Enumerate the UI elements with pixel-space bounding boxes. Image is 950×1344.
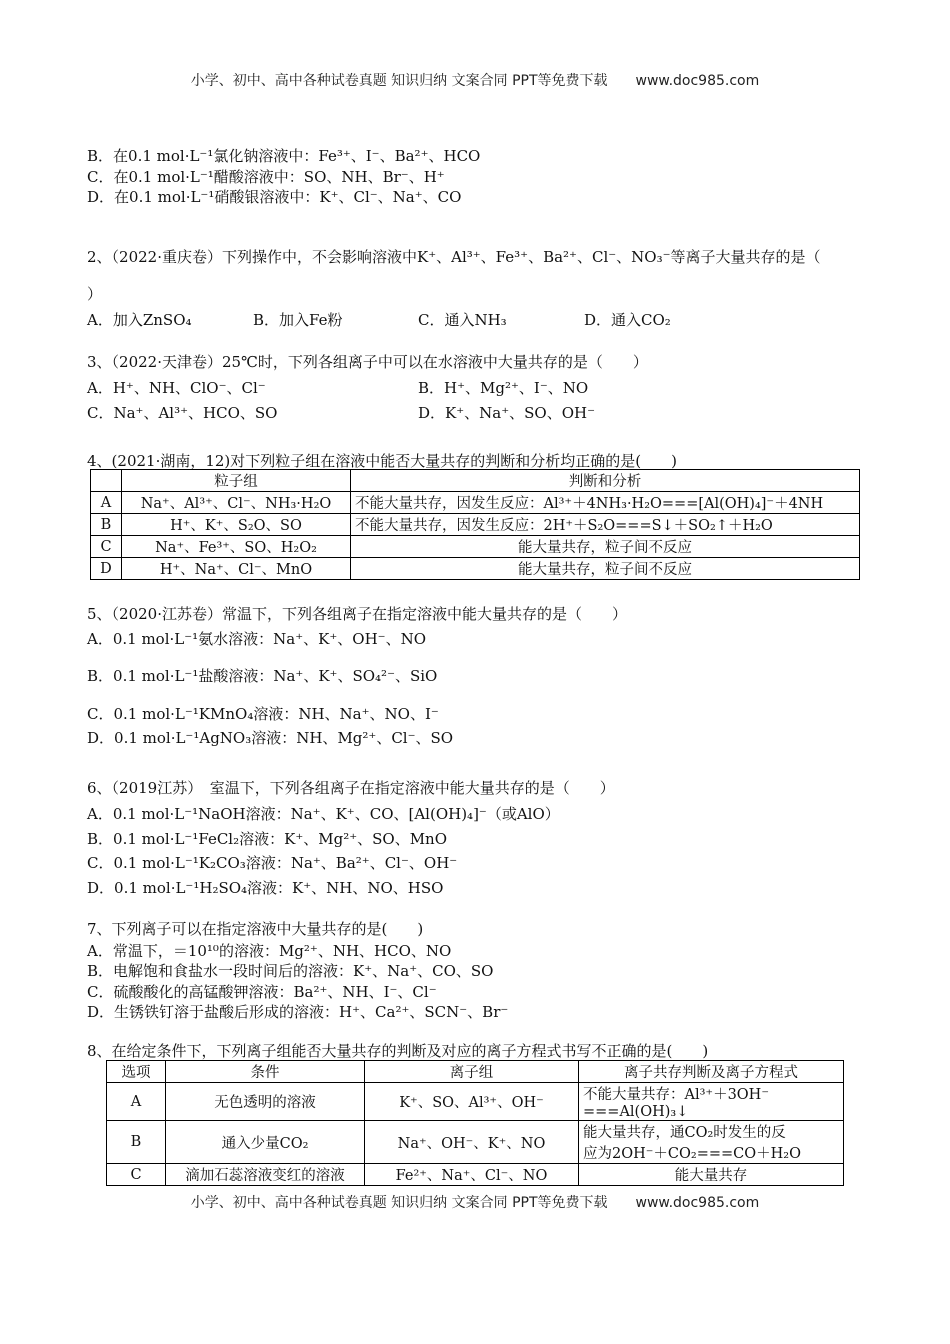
q7-option-c: C．硫酸酸化的高锰酸钾溶液：Ba²⁺、NH、I⁻、Cl⁻: [87, 983, 437, 1001]
q3-option-d: D．K⁺、Na⁺、SO、OH⁻: [418, 404, 596, 422]
page-footer: 小学、初中、高中各种试卷真题 知识归纳 文案合同 PPT等免费下载 www.doc985.com: [190, 1195, 760, 1211]
q3-option-a: A．H⁺、NH、ClO⁻、Cl⁻: [87, 379, 266, 397]
q7-stem: 7、下列离子可以在指定溶液中大量共存的是( ): [87, 920, 424, 938]
q4-table: [90, 469, 860, 580]
q4-cell: 不能大量共存，因发生反应：2H⁺＋S₂O===S↓＋SO₂↑＋H₂O: [351, 514, 860, 536]
q8-header-cell: 选项: [107, 1061, 166, 1083]
q8-cell: [579, 1121, 844, 1164]
q8-cell: A: [107, 1083, 166, 1121]
q1-option-c: C．在0.1 mol·L⁻¹醋酸溶液中：SO、NH、Br⁻、H⁺: [87, 168, 445, 186]
q8-cell: [579, 1083, 844, 1121]
q8-cell: 通入少量CO₂: [166, 1121, 365, 1164]
q4-cell: Na⁺、Al³⁺、Cl⁻、NH₃·H₂O: [122, 492, 351, 514]
q7-option-d: D．生锈铁钉溶于盐酸后形成的溶液：H⁺、Ca²⁺、SCN⁻、Br⁻: [87, 1003, 509, 1021]
q4-header-cell: 判断和分析: [351, 470, 860, 492]
q4-stem: 4、(2021·湖南，12)对下列粒子组在溶液中能否大量共存的判断和分析均正确的是( ): [87, 452, 677, 470]
q8-table: [106, 1060, 844, 1186]
q2-close: ）: [87, 285, 103, 303]
q5-option-a: A．0.1 mol·L⁻¹氨水溶液：Na⁺、K⁺、OH⁻、NO: [87, 630, 426, 648]
q8-cell: C: [107, 1164, 166, 1186]
q1-option-b: B．在0.1 mol·L⁻¹氯化钠溶液中：Fe³⁺、I⁻、Ba²⁺、HCO: [87, 147, 481, 165]
q8-cell: K⁺、SO、Al³⁺、OH⁻: [365, 1083, 579, 1121]
q6-stem: 6、（2019江苏） 室温下，下列各组离子在指定溶液中能大量共存的是（ ）: [87, 779, 615, 797]
q2-option-d: D．通入CO₂: [584, 311, 671, 329]
q4-cell: H⁺、K⁺、S₂O、SO: [122, 514, 351, 536]
q2-option-c: C．通入NH₃: [418, 311, 507, 329]
q4-cell: A: [91, 492, 122, 514]
q8-cell-line: 不能大量共存：Al³⁺＋3OH⁻: [583, 1087, 769, 1103]
q8-cell: Na⁺、OH⁻、K⁺、NO: [365, 1121, 579, 1164]
q3-stem: 3、（2022·天津卷）25℃时，下列各组离子中可以在水溶液中大量共存的是（ ）: [87, 353, 648, 371]
q6-option-a: A．0.1 mol·L⁻¹NaOH溶液：Na⁺、K⁺、CO、[Al(OH)₄]⁻（或AlO）: [87, 805, 560, 823]
q7-option-b: B．电解饱和食盐水一段时间后的溶液：K⁺、Na⁺、CO、SO: [87, 962, 494, 980]
q4-header-cell: [91, 470, 122, 492]
q5-stem: 5、（2020·江苏卷）常温下，下列各组离子在指定溶液中能大量共存的是（ ）: [87, 605, 627, 623]
q2-option-a: A．加入ZnSO₄: [87, 311, 192, 329]
q4-cell: 能大量共存，粒子间不反应: [351, 558, 860, 580]
q4-cell: 不能大量共存，因发生反应：Al³⁺＋4NH₃·H₂O===[Al(OH)₄]⁻＋4NH: [351, 492, 860, 514]
q7-option-a: A．常温下，＝10¹⁰的溶液：Mg²⁺、NH、HCO、NO: [87, 942, 452, 960]
q4-cell: C: [91, 536, 122, 558]
q4-header-cell: 粒子组: [122, 470, 351, 492]
q8-cell: 滴加石蕊溶液变红的溶液: [166, 1164, 365, 1186]
q6-option-c: C．0.1 mol·L⁻¹K₂CO₃溶液：Na⁺、Ba²⁺、Cl⁻、OH⁻: [87, 854, 458, 872]
q8-stem: 8、在给定条件下，下列离子组能否大量共存的判断及对应的离子方程式书写不正确的是( ): [87, 1042, 709, 1060]
q5-option-c: C．0.1 mol·L⁻¹KMnO₄溶液：NH、Na⁺、NO、I⁻: [87, 705, 439, 723]
q4-cell: D: [91, 558, 122, 580]
q3-option-c: C．Na⁺、Al³⁺、HCO、SO: [87, 404, 278, 422]
q8-cell-line: ===Al(OH)₃↓: [583, 1104, 689, 1120]
q8-cell: 无色透明的溶液: [166, 1083, 365, 1121]
q4-cell: Na⁺、Fe³⁺、SO、H₂O₂: [122, 536, 351, 558]
q6-option-b: B．0.1 mol·L⁻¹FeCl₂溶液：K⁺、Mg²⁺、SO、MnO: [87, 830, 448, 848]
q5-option-d: D．0.1 mol·L⁻¹AgNO₃溶液：NH、Mg²⁺、Cl⁻、SO: [87, 729, 454, 747]
q6-option-d: D．0.1 mol·L⁻¹H₂SO₄溶液：K⁺、NH、NO、HSO: [87, 879, 444, 897]
q4-cell: H⁺、Na⁺、Cl⁻、MnO: [122, 558, 351, 580]
q2-stem: 2、（2022·重庆卷）下列操作中，不会影响溶液中K⁺、Al³⁺、Fe³⁺、Ba²⁺、Cl⁻、NO₃⁻等离子大量共存的是（: [87, 248, 821, 266]
q8-cell: 能大量共存: [579, 1164, 844, 1186]
q4-cell: B: [91, 514, 122, 536]
q5-option-b: B．0.1 mol·L⁻¹盐酸溶液：Na⁺、K⁺、SO₄²⁻、SiO: [87, 667, 438, 685]
q8-cell: B: [107, 1121, 166, 1164]
page-header: 小学、初中、高中各种试卷真题 知识归纳 文案合同 PPT等免费下载 www.doc985.com: [190, 73, 760, 89]
q8-cell: Fe²⁺、Na⁺、Cl⁻、NO: [365, 1164, 579, 1186]
q4-cell: 能大量共存，粒子间不反应: [351, 536, 860, 558]
q8-header-cell: 离子共存判断及离子方程式: [579, 1061, 844, 1083]
q8-header-cell: 条件: [166, 1061, 365, 1083]
q8-header-cell: 离子组: [365, 1061, 579, 1083]
q1-option-d: D．在0.1 mol·L⁻¹硝酸银溶液中：K⁺、Cl⁻、Na⁺、CO: [87, 188, 462, 206]
q2-option-b: B．加入Fe粉: [253, 311, 343, 329]
q8-cell-line: 能大量共存，通CO₂时发生的反: [583, 1125, 786, 1141]
q3-option-b: B．H⁺、Mg²⁺、I⁻、NO: [418, 379, 589, 397]
q8-cell-line: 应为2OH⁻＋CO₂===CO＋H₂O: [583, 1146, 801, 1162]
